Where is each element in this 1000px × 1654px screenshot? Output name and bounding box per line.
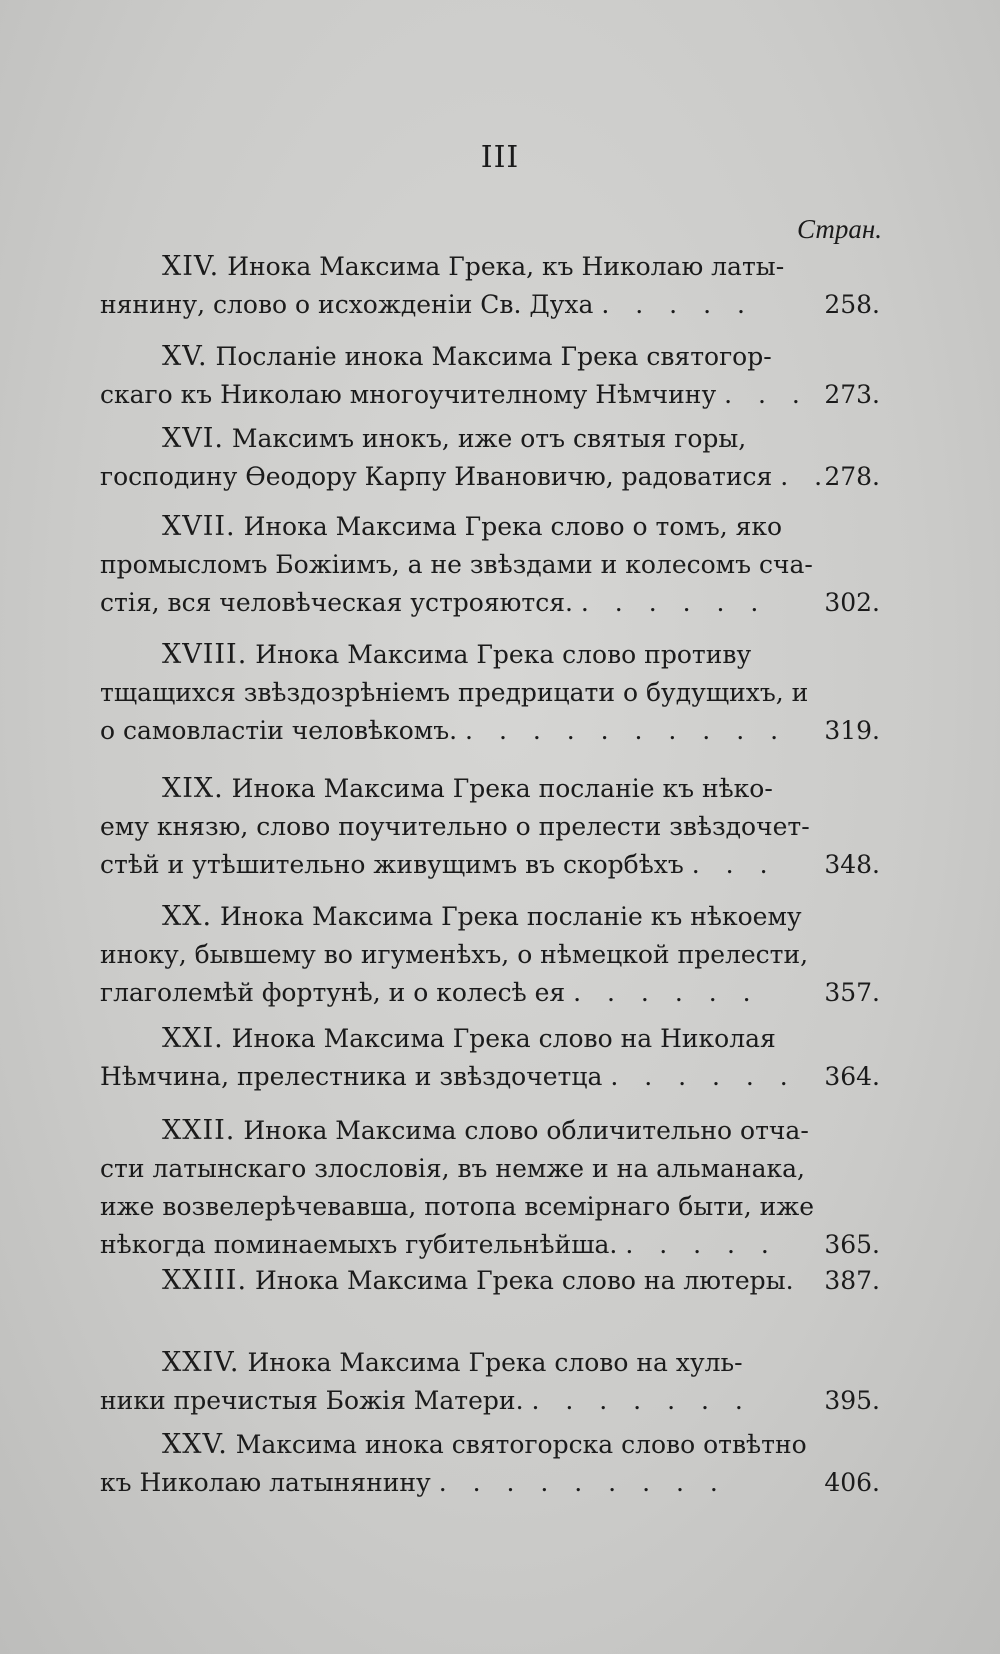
toc-entry-line <box>100 458 880 496</box>
toc-entry-text: ники пречистыя Божія Матери. <box>100 1386 524 1415</box>
page-number: III <box>480 140 520 175</box>
toc-entry-line <box>100 936 880 974</box>
toc-entry-text: сти латынскаго злословія, въ немже и на альманака, <box>100 1154 805 1183</box>
toc-entry-line <box>100 808 880 846</box>
toc-entry-line <box>100 1344 880 1382</box>
toc-entry-line <box>100 1262 880 1300</box>
toc-entry-text: къ Николаю латынянину <box>100 1468 431 1497</box>
toc-entry-text: иже возвелерѣчевавша, потопа всемірнаго быти, иже <box>100 1192 815 1221</box>
toc-entry-text: тщащихся звѣздозрѣніемъ предрицати о будущихъ, и <box>100 678 809 707</box>
toc-entry <box>100 1112 880 1264</box>
toc-entry <box>100 898 880 1012</box>
toc-entry-leader-dots: . . . . . . . . . <box>438 1468 727 1497</box>
toc-entry-line <box>100 508 880 546</box>
toc-entry-text: Посланіе инока Максима Грека святогор- <box>215 342 772 371</box>
toc-entry-page-number: 406. <box>824 1468 880 1497</box>
toc-entry-text: иноку, бывшему во игуменѣхъ, о нѣмецкой прелести, <box>100 940 809 969</box>
toc-entry-text: Инока Максима Грека посланіе къ нѣко- <box>231 774 773 803</box>
toc-entry-line <box>100 846 880 884</box>
toc-entry-line <box>100 1058 880 1096</box>
toc-entry-numeral: XXIV. <box>162 1347 240 1378</box>
toc-entry-line <box>100 1188 880 1226</box>
toc-entry <box>100 636 880 750</box>
toc-entry-page-number: 395. <box>824 1386 880 1415</box>
toc-entry-page-number: 319. <box>824 716 880 745</box>
toc-entry <box>100 248 880 324</box>
toc-entry-text: глаголемѣй фортунѣ, и о колесѣ ея <box>100 978 566 1007</box>
toc-entry-text: Инока Максима слово обличительно отча- <box>243 1116 809 1145</box>
toc-entry-numeral: XX. <box>162 901 213 932</box>
toc-entry-line <box>100 1020 880 1058</box>
toc-entry <box>100 1426 880 1502</box>
toc-entry-numeral: XVII. <box>162 511 236 542</box>
toc-entry-line <box>100 898 880 936</box>
toc-entry-page-number: 273. <box>824 380 880 409</box>
toc-entry-numeral: XIV. <box>162 251 220 282</box>
toc-entry-leader-dots: . . . . . <box>625 1230 778 1259</box>
toc-entry-text: Инока Максима Грека посланіе къ нѣкоему <box>219 902 802 931</box>
toc-entry <box>100 508 880 622</box>
toc-entry-numeral: XVI. <box>162 423 224 454</box>
toc-entry-line <box>100 1464 880 1502</box>
toc-entry-page-number: 258. <box>824 290 880 319</box>
toc-entry-line <box>100 1150 880 1188</box>
toc-entry-line <box>100 770 880 808</box>
toc-entry-line <box>100 338 880 376</box>
toc-entry-numeral: XXII. <box>162 1115 236 1146</box>
toc-entry-line <box>100 1426 880 1464</box>
toc-entry-leader-dots: . . . . . . <box>580 588 768 617</box>
toc-entry-leader-dots: . . . <box>724 380 809 409</box>
toc-entry-line <box>100 248 880 286</box>
toc-entry-text: Инока Максима Грека слово противу <box>255 640 752 669</box>
toc-entry-line <box>100 584 880 622</box>
toc-entry-numeral: XXI. <box>162 1023 224 1054</box>
toc-entry-line <box>100 376 880 414</box>
toc-entry-leader-dots: . . . . . <box>601 290 754 319</box>
toc-entry-line <box>100 286 880 324</box>
toc-entry-text: Инока Максима Грека, къ Николаю латы- <box>227 252 785 281</box>
toc-entry-leader-dots: . . <box>780 462 832 491</box>
toc-entry-text: скаго къ Николаю многоучителному Нѣмчину <box>100 380 717 409</box>
toc-entry <box>100 338 880 414</box>
toc-entry-text: Инока Максима Грека слово на лютеры. <box>254 1266 794 1295</box>
toc-entry <box>100 770 880 884</box>
toc-entry-leader-dots: . . . <box>691 850 777 879</box>
toc-entry-page-number: 348. <box>824 850 880 879</box>
toc-entry-line <box>100 1112 880 1150</box>
toc-entry-leader-dots: . . . . . . . . . . <box>465 716 788 745</box>
toc-entry-line <box>100 974 880 1012</box>
toc-entry-page-number: 364. <box>824 1062 880 1091</box>
toc-entry-line <box>100 546 880 584</box>
toc-entry-line <box>100 1226 880 1264</box>
toc-entry-text: ему князю, слово поучительно о прелести звѣздочет- <box>100 812 810 841</box>
toc-entry-line <box>100 636 880 674</box>
toc-entry-text: нѣкогда поминаемыхъ губительнѣйша. <box>100 1230 618 1259</box>
toc-entry-page-number: 278. <box>824 462 880 491</box>
toc-entry-leader-dots: . . . . . . . <box>531 1386 752 1415</box>
toc-entry-text: нянину, слово о исхожденіи Св. Духа <box>100 290 594 319</box>
toc-entry-line <box>100 420 880 458</box>
toc-entry-text: Инока Максима Грека слово на хуль- <box>247 1348 743 1377</box>
toc-entry <box>100 1020 880 1096</box>
toc-entry-page-number: 365. <box>824 1230 880 1259</box>
toc-entry-text: стія, вся человѣческая устрояются. <box>100 588 573 617</box>
toc-entry-text: Нѣмчина, прелестника и звѣздочетца <box>100 1062 603 1091</box>
toc-entry-page-number: 302. <box>824 588 880 617</box>
toc-entry <box>100 1344 880 1420</box>
toc-entry-leader-dots: . . . . . . <box>573 978 760 1007</box>
toc-entry-numeral: XXIII. <box>162 1265 248 1296</box>
toc-entry-leader-dots: . . . . . . <box>610 1062 797 1091</box>
toc-entry-line <box>100 674 880 712</box>
toc-entry-line <box>100 1382 880 1420</box>
toc-entry-text: о самовластіи человѣкомъ. <box>100 716 458 745</box>
toc-entry-text: промысломъ Божіимъ, а не звѣздами и колесомъ сча- <box>100 550 813 579</box>
toc-entry-numeral: XV. <box>162 341 208 372</box>
page-column-header: Стран. <box>796 214 882 244</box>
toc-entry-numeral: XVIII. <box>162 639 248 670</box>
toc-entry-numeral: XXV. <box>162 1429 228 1460</box>
toc-entry-text: Инока Максима Грека слово о томъ, яко <box>243 512 783 541</box>
toc-entry-numeral: XIX. <box>162 773 224 804</box>
toc-entry-line <box>100 712 880 750</box>
toc-entry-text: Максимъ инокъ, иже отъ святыя горы, <box>231 424 747 453</box>
toc-entry <box>100 1262 880 1300</box>
toc-entry-page-number: 387. <box>824 1266 880 1295</box>
toc-entry-page-number: 357. <box>824 978 880 1007</box>
toc-entry-text: стѣй и утѣшительно живущимъ въ скорбѣхъ <box>100 850 684 879</box>
toc-entry <box>100 420 880 496</box>
toc-entry-text: господину Ѳеодору Карпу Ивановичю, радоватися <box>100 462 773 491</box>
toc-entry-text: Инока Максима Грека слово на Николая <box>231 1024 776 1053</box>
toc-entry-text: Максима инока святогорска слово отвѣтно <box>235 1430 807 1459</box>
